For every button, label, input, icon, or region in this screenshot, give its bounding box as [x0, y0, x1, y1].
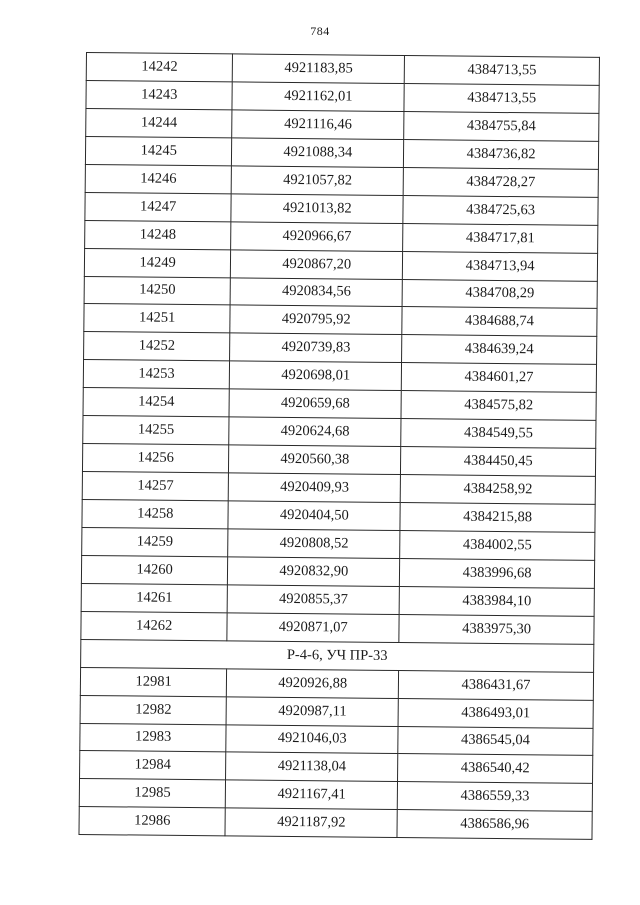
point-number: 14254 [83, 388, 230, 417]
point-number: 12985 [79, 779, 226, 808]
point-number: 12983 [80, 723, 227, 752]
y-coordinate: 4383984,10 [399, 586, 594, 616]
point-number: 12984 [80, 751, 227, 780]
x-coordinate: 4920855,37 [227, 585, 399, 615]
y-coordinate: 4384713,55 [404, 83, 599, 113]
y-coordinate: 4384736,82 [404, 139, 599, 169]
point-number: 14262 [81, 611, 228, 640]
y-coordinate: 4384450,45 [401, 447, 596, 477]
x-coordinate: 4920808,52 [228, 529, 400, 559]
table-body-bottom [79, 667, 594, 840]
point-number: 14253 [83, 360, 230, 389]
point-number: 14257 [82, 472, 229, 501]
x-coordinate: 4920795,92 [230, 305, 402, 335]
point-number: 12981 [80, 667, 227, 696]
y-coordinate: 4384708,29 [402, 279, 597, 309]
coordinates-table [78, 52, 599, 840]
point-number: 14260 [81, 555, 228, 584]
x-coordinate: 4920966,67 [231, 222, 403, 252]
x-coordinate: 4921167,41 [226, 780, 398, 810]
point-number: 14251 [84, 304, 231, 333]
x-coordinate: 4920659,68 [229, 389, 401, 419]
x-coordinate: 4920834,56 [230, 277, 402, 307]
y-coordinate: 4384713,55 [404, 56, 599, 86]
point-number: 14255 [83, 416, 230, 445]
x-coordinate: 4920739,83 [230, 333, 402, 363]
y-coordinate: 4386545,04 [398, 726, 593, 756]
point-number: 14247 [85, 192, 232, 221]
y-coordinate: 4384755,84 [404, 111, 599, 141]
y-coordinate: 4386431,67 [398, 670, 593, 700]
x-coordinate: 4921116,46 [232, 110, 404, 140]
y-coordinate: 4383975,30 [399, 614, 594, 644]
x-coordinate: 4920560,38 [229, 445, 401, 475]
y-coordinate: 4384601,27 [401, 363, 596, 393]
point-number: 14249 [84, 248, 231, 277]
point-number: 14242 [86, 53, 233, 82]
y-coordinate: 4386493,01 [398, 698, 593, 728]
y-coordinate: 4384215,88 [400, 503, 595, 533]
y-coordinate: 4386586,96 [397, 810, 592, 840]
point-number: 14259 [82, 527, 229, 556]
x-coordinate: 4921088,34 [232, 138, 404, 168]
x-coordinate: 4920624,68 [229, 417, 401, 447]
y-coordinate: 4386559,33 [397, 782, 592, 812]
x-coordinate: 4921138,04 [226, 752, 398, 782]
x-coordinate: 4920404,50 [228, 501, 400, 531]
x-coordinate: 4921183,85 [233, 54, 405, 84]
x-coordinate: 4920987,11 [226, 696, 398, 726]
table-row [79, 807, 592, 840]
y-coordinate: 4384639,24 [402, 335, 597, 365]
point-number: 14261 [81, 583, 228, 612]
y-coordinate: 4384725,63 [403, 195, 598, 225]
x-coordinate: 4921187,92 [225, 808, 397, 838]
x-coordinate: 4921162,01 [232, 82, 404, 112]
page-number: 784 [310, 24, 330, 38]
point-number: 14258 [82, 499, 229, 528]
y-coordinate: 4384549,55 [401, 419, 596, 449]
y-coordinate: 4384728,27 [403, 167, 598, 197]
point-number: 14252 [84, 332, 231, 361]
y-coordinate: 4384002,55 [400, 530, 595, 560]
point-number: 14244 [86, 108, 233, 137]
point-number: 12986 [79, 807, 226, 836]
y-coordinate: 4384717,81 [403, 223, 598, 253]
x-coordinate: 4920867,20 [231, 249, 403, 279]
point-number: 14245 [85, 136, 232, 165]
point-number: 14243 [86, 80, 233, 109]
x-coordinate: 4920409,93 [229, 473, 401, 503]
point-number: 14246 [85, 164, 232, 193]
point-number: 14248 [85, 220, 232, 249]
y-coordinate: 4384688,74 [402, 307, 597, 337]
point-number: 12982 [80, 695, 227, 724]
coordinates-table-container [78, 52, 599, 840]
x-coordinate: 4921057,82 [231, 166, 403, 196]
y-coordinate: 4383996,68 [400, 558, 595, 588]
x-coordinate: 4920698,01 [230, 361, 402, 391]
x-coordinate: 4920871,07 [227, 613, 399, 643]
y-coordinate: 4386540,42 [398, 754, 593, 784]
x-coordinate: 4921046,03 [226, 724, 398, 754]
x-coordinate: 4921013,82 [231, 194, 403, 224]
point-number: 14256 [82, 444, 229, 473]
x-coordinate: 4920926,88 [227, 669, 399, 699]
table-body-top [81, 53, 600, 645]
y-coordinate: 4384713,94 [403, 251, 598, 281]
point-number: 14250 [84, 276, 231, 305]
x-coordinate: 4920832,90 [228, 557, 400, 587]
y-coordinate: 4384258,92 [400, 475, 595, 505]
y-coordinate: 4384575,82 [401, 391, 596, 421]
section-title: Р-4-6, УЧ ПР-33 [81, 639, 594, 672]
